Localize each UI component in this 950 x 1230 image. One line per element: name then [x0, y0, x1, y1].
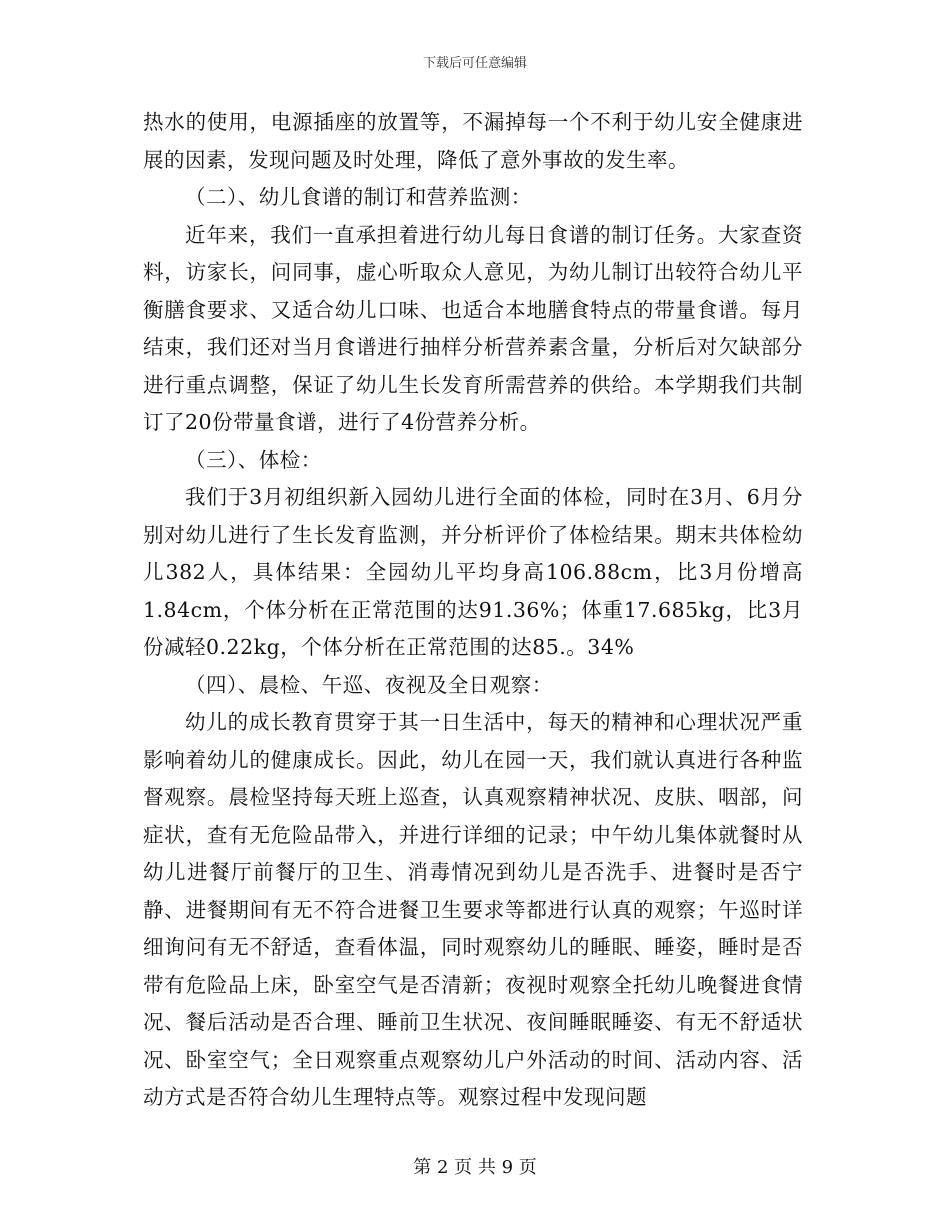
paragraph-menu: 近年来，我们一直承担着进行幼儿每日食谱的制订任务。大家查资料，访家长，问同事，虚心听取众人意见，为幼儿制订出较符合幼儿平衡膳食要求、又适合幼儿口味、也适合本地膳食特点的带量食谱。每月结束，我们还对当月食谱进行抽样分析营养素含量，分析后对欠缺部分进行重点调整，保证了幼儿生长发育所需营养的供给。本学期我们共制订了20份带量食谱，进行了4份营养分析。	[143, 222, 803, 434]
section-heading-menu: （二）、幼儿食谱的制订和营养监测：	[185, 185, 532, 209]
document-body	[143, 104, 803, 1117]
paragraph-checkup: 我们于3月初组织新入园幼儿进行全面的体检，同时在3月、6月分别对幼儿进行了生长发育监测，并分析评价了体检结果。期末共体检幼儿382人，具体结果：全园幼儿平均身高106.88cm，比3月份增高1.84cm，个体分析在正常范围的达91.36%；体重17.685kg，比3月份减轻0.22kg，个体分析在正常范围的达85.。34%	[143, 485, 803, 659]
section-heading-inspection: （四）、晨检、午巡、夜视及全日观察：	[185, 672, 553, 697]
page-footer: 第 2 页 共 9 页	[413, 1157, 537, 1178]
section-heading-checkup: （三）、体检：	[185, 447, 322, 472]
paragraph-inspection: 幼儿的成长教育贯穿于其一日生活中，每天的精神和心理状况严重影响着幼儿的健康成长。因此，幼儿在园一天，我们就认真进行各种监督观察。晨检坚持每天班上巡查，认真观察精神状况、皮肤、咽部，问症状，查有无危险品带入，并进行详细的记录；中午幼儿集体就餐时从幼儿进餐厅前餐厅的卫生、消毒情况到幼儿是否洗手、进餐时是否宁静、进餐期间有无不符合进餐卫生要求等都进行认真的观察；午巡时详细询问有无不舒适，查看体温，同时观察幼儿的睡眠、睡姿，睡时是否带有危险品上床，卧室空气是否清新；夜视时观察全托幼儿晚餐进食情况、餐后活动是否合理、睡前卫生状况、夜间睡眠睡姿、有无不舒适状况、卧室空气；全日观察重点观察幼儿户外活动的时间、活动内容、活动方式是否符合幼儿生理特点等。观察过程中发现问题	[143, 710, 803, 1109]
paragraph-continuation: 热水的使用，电源插座的放置等，不漏掉每一个不利于幼儿安全健康进展的因素，发现问题及时处理，降低了意外事故的发生率。	[143, 110, 803, 172]
page-header: 下载后可任意编辑	[422, 56, 527, 71]
